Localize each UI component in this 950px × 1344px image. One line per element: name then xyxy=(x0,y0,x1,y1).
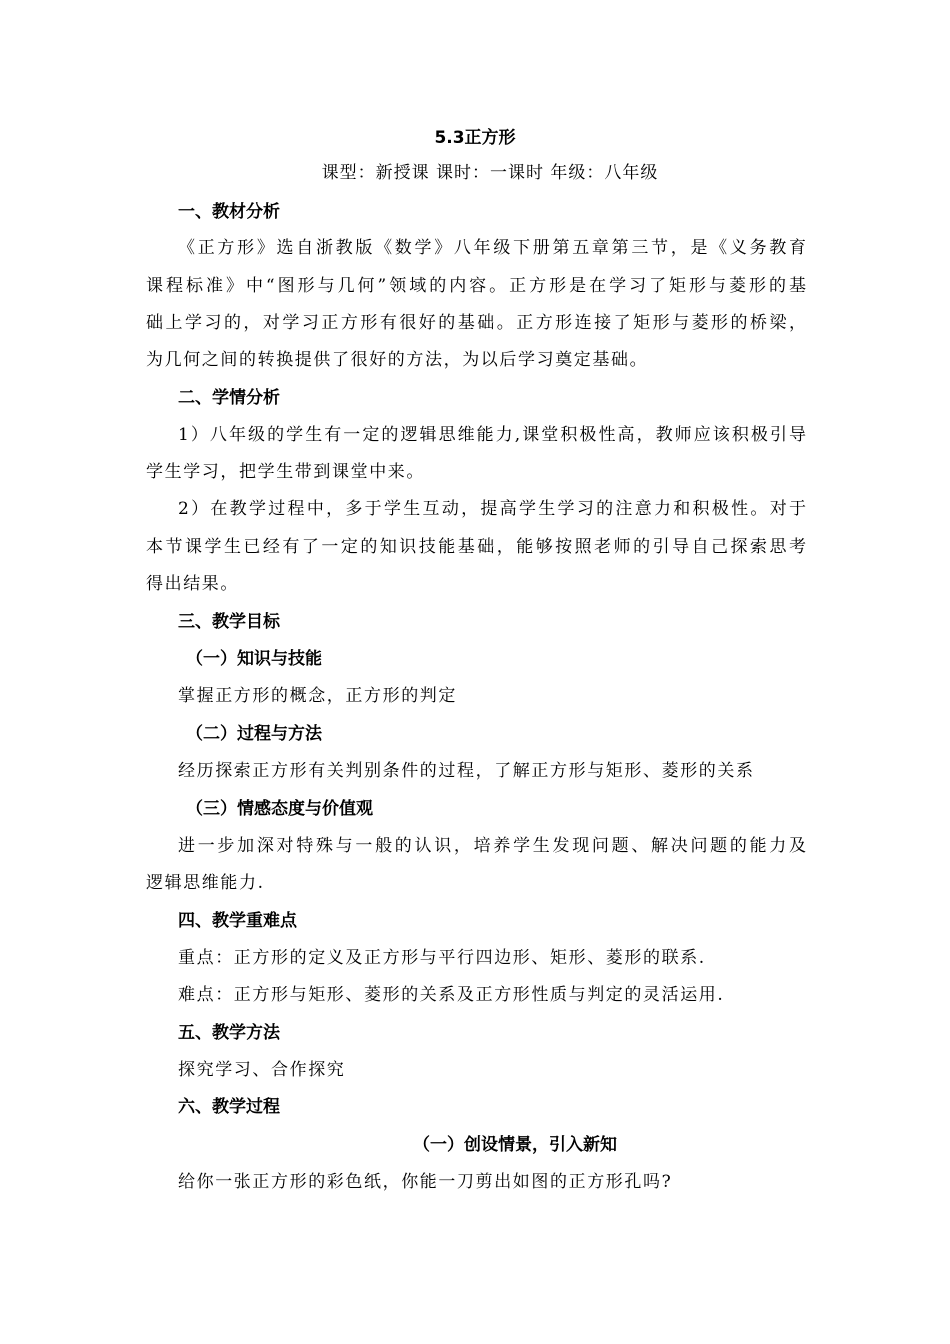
paragraph-line: 学生学习，把学生带到课堂中来。 xyxy=(146,462,425,482)
paragraph-line: 掌握正方形的概念，正方形的判定 xyxy=(178,686,457,706)
section-heading-teaching-process: 六、教学过程 xyxy=(178,1097,280,1117)
paragraph-line: 2）在教学过程中，多于学生互动，提高学生学习的注意力和积极性。对于 xyxy=(178,499,806,519)
section-heading-key-difficult-points: 四、教学重难点 xyxy=(178,911,297,931)
paragraph-line: 探究学习、合作探究 xyxy=(178,1060,346,1080)
section-heading-student-analysis: 二、学情分析 xyxy=(178,388,280,408)
paragraph-line: 课程标准》中“图形与几何”领域的内容。正方形是在学习了矩形与菱形的基 xyxy=(146,276,806,296)
key-point-line: 重点：正方形的定义及正方形与平行四边形、矩形、菱形的联系. xyxy=(178,948,706,968)
paragraph-line: 进一步加深对特殊与一般的认识，培养学生发现问题、解决问题的能力及 xyxy=(178,836,806,856)
section-heading-teaching-methods: 五、教学方法 xyxy=(178,1023,280,1043)
difficult-point-line: 难点：正方形与矩形、菱形的关系及正方形性质与判定的灵活运用. xyxy=(178,985,725,1005)
lesson-meta: 课型：新授课 课时：一课时 年级：八年级 xyxy=(321,163,659,183)
section-heading-teaching-goals: 三、教学目标 xyxy=(178,612,280,632)
paragraph-line: 为几何之间的转换提供了很好的方法，为以后学习奠定基础。 xyxy=(146,350,649,370)
paragraph-line: 本节课学生已经有了一定的知识技能基础，能够按照老师的引导自己探索思考 xyxy=(146,537,806,557)
paragraph-line: 《正方形》选自浙教版《数学》八年级下册第五章第三节，是《义务教育 xyxy=(178,238,806,258)
paragraph-line: 得出结果。 xyxy=(146,574,239,594)
paragraph-line: 经历探索正方形有关判别条件的过程，了解正方形与矩形、菱形的关系 xyxy=(178,761,755,781)
subheading-process-method: （二）过程与方法 xyxy=(186,724,322,744)
step-heading-scenario-intro: （一）创设情景，引入新知 xyxy=(413,1135,617,1155)
subheading-knowledge-skills: （一）知识与技能 xyxy=(186,649,322,669)
paragraph-line: 础上学习的，对学习正方形有很好的基础。正方形连接了矩形与菱形的桥梁， xyxy=(146,313,806,333)
section-heading-textbook-analysis: 一、教材分析 xyxy=(178,202,280,222)
subheading-attitude-values: （三）情感态度与价值观 xyxy=(186,799,373,819)
document-title: 5.3正方形 xyxy=(434,128,516,148)
paragraph-line: 1）八年级的学生有一定的逻辑思维能力,课堂积极性高，教师应该积极引导 xyxy=(178,425,806,445)
paragraph-line: 逻辑思维能力. xyxy=(146,873,265,893)
paragraph-line: 给你一张正方形的彩色纸，你能一刀剪出如图的正方形孔吗? xyxy=(178,1172,673,1192)
